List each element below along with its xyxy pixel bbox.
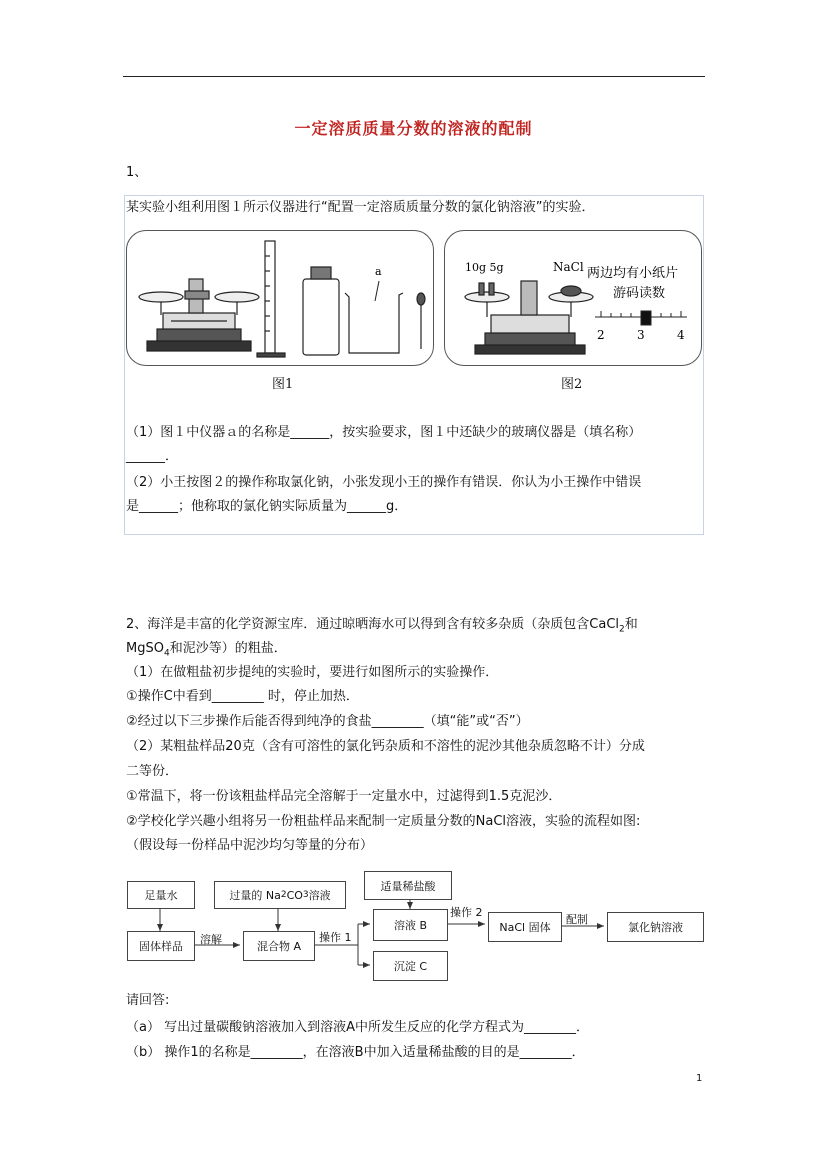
q2-line5: ②经过以下三步操作后能否得到纯净的食盐________（填“能”或“否”）	[126, 714, 529, 729]
q2-line9: ②学校化学兴趣小组将另一份粗盐样品来配制一定质量分数的NaCl溶液，实验的流程如图:	[126, 814, 641, 829]
question-a: （a） 写出过量碳酸钠溶液加入到溶液A中所发生反应的化学方程式为________．	[126, 1020, 589, 1035]
flow-dissolve-label: 溶解	[200, 933, 222, 946]
answer-prompt: 请回答:	[126, 993, 170, 1008]
figure-2-caption: 图2	[561, 377, 583, 392]
flow-hcl-box: 适量稀盐酸	[364, 871, 452, 900]
q1-sub2-line2: 是______；他称取的氯化钠实际质量为______g．	[126, 499, 408, 514]
flow-nacl-solid-box: NaCl 固体	[488, 912, 562, 942]
q2-line2: MgSO$_4$和泥沙等）的粗盐．	[126, 641, 287, 659]
figure-1-caption: 图1	[272, 377, 294, 392]
flow-prepare-label: 配制	[566, 913, 588, 926]
q1-sub1-line1: （1）图１中仪器ａ的名称是______，按实验要求，图１中还缺少的玻璃仪器是（填名称）	[126, 425, 642, 440]
q2-line7: 二等份．	[126, 764, 179, 779]
tick-3: 3	[637, 328, 645, 342]
flow-na2co3-box: 过量的 Na 2 CO 3 溶液	[214, 881, 346, 909]
flow-precipitate-c-box: 沉淀 C	[373, 951, 448, 981]
q1-intro: 某实验小组利用图１所示仪器进行“配置一定溶质质量分数的氯化钠溶液”的实验．	[126, 200, 595, 215]
q2-line3: （1）在做粗盐初步提纯的实验时，要进行如图所示的实验操作．	[126, 665, 499, 680]
flow-mixture-a-box: 混合物 A	[243, 931, 315, 961]
flow-nacl-solution-box: 氯化钠溶液	[607, 912, 704, 942]
page-number: 1	[696, 1073, 703, 1084]
paper-note: 两边均有小纸片	[587, 266, 679, 281]
q2-line1: 2、海洋是丰富的化学资源宝库．通过晾晒海水可以得到含有较多杂质（杂质包含CaCl$_2$和	[126, 617, 638, 635]
flow-water-box: 足量水	[127, 881, 195, 909]
page-title: 一定溶质质量分数的溶液的配制	[294, 119, 533, 138]
tick-2: 2	[597, 328, 605, 342]
flow-solution-b-box: 溶液 B	[373, 909, 448, 941]
flow-solid-sample-box: 固体样品	[127, 931, 195, 961]
q2-line4: ①操作C中看到________ 时，停止加热．	[126, 689, 359, 704]
label-a: a	[375, 265, 382, 278]
flow-op2-label: 操作 2	[450, 906, 483, 919]
q2-line10: （假设每一份样品中泥沙均匀等量的分布）	[126, 838, 374, 853]
q1-sub2-line1: （2）小王按图２的操作称取氯化钠，小张发现小王的操作有错误．你认为小王操作中错误	[126, 475, 642, 490]
q2-line6: （2）某粗盐样品20克（含有可溶性的氯化钙杂质和不溶性的泥沙其他杂质忽略不计）分成	[126, 739, 645, 754]
q2-line8: ①常温下，将一份该粗盐样品完全溶解于一定量水中，过滤得到1.5克泥沙．	[126, 789, 562, 804]
question-b: （b） 操作1的名称是________，在溶液B中加入适量稀盐酸的目的是________．	[126, 1045, 585, 1060]
flow-op1-label: 操作 1	[319, 931, 352, 944]
tick-4: 4	[677, 328, 685, 342]
q1-number: 1、	[126, 165, 148, 180]
rider-note: 游码读数	[613, 286, 666, 301]
nacl-label: NaCl	[553, 260, 584, 274]
weights-label: 10g 5g	[465, 261, 504, 274]
q1-sub1-line2: ______．	[126, 449, 179, 464]
